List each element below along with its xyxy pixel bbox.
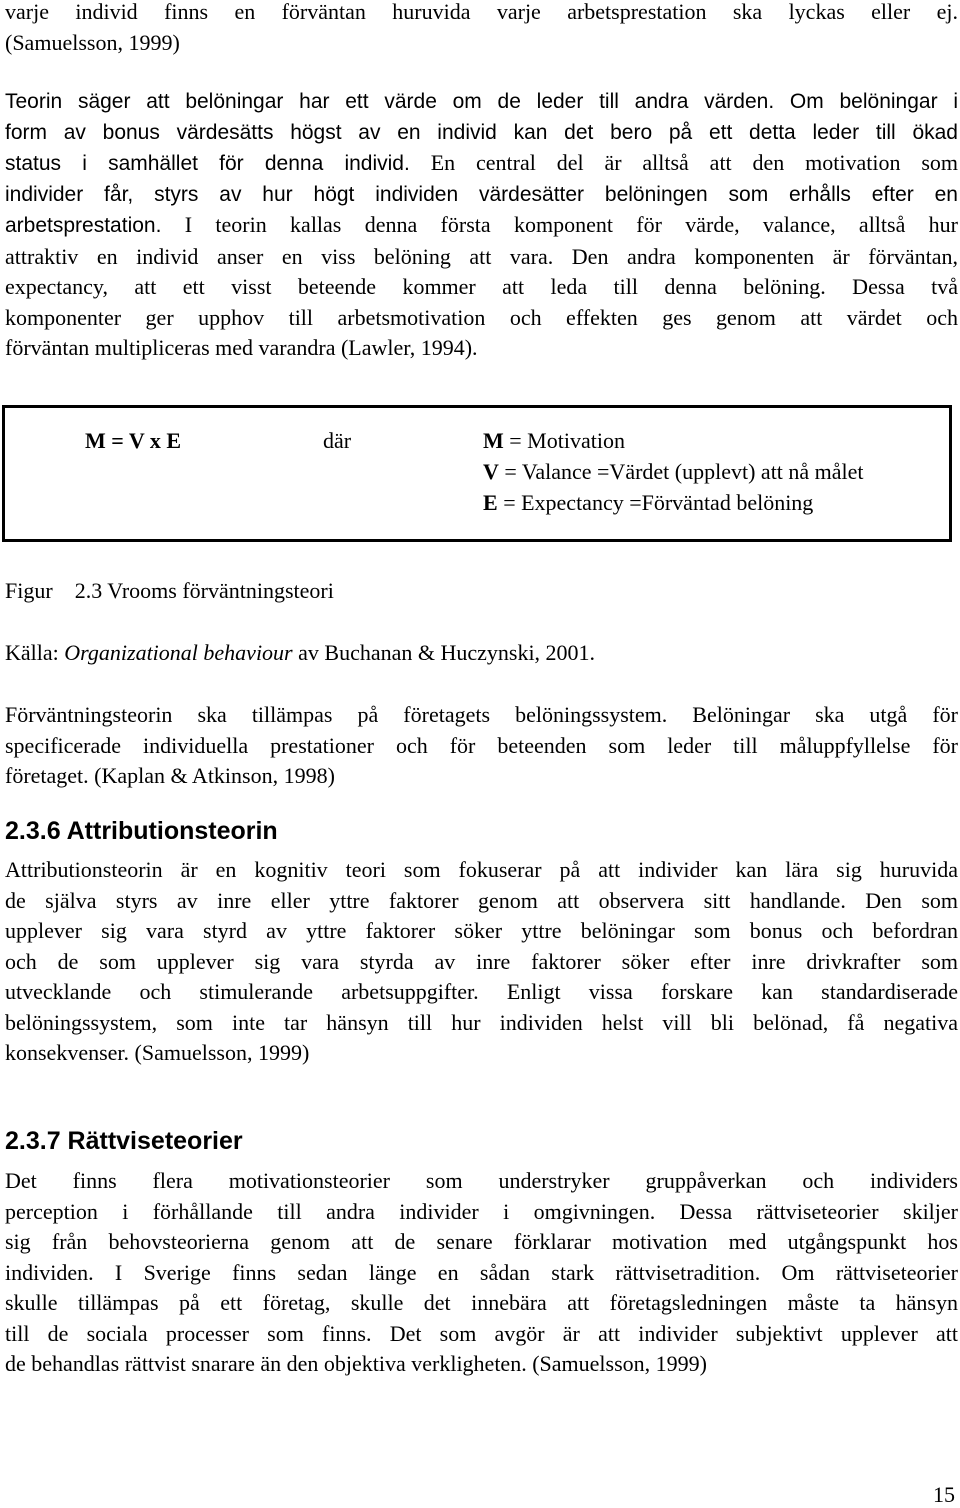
text-segment: I teorin kallas denna första komponent för värde, valance, alltså hur	[184, 212, 958, 237]
text-line: Förväntningsteorin ska tillämpas på företagets belöningssystem. Belöningar ska utgå för	[5, 702, 958, 727]
text-line: (Samuelsson, 1999)	[5, 29, 180, 55]
text-line: de behandlas rättvist snarare än den objektiva verkligheten. (Samuelsson, 1999)	[5, 1351, 707, 1376]
formula-where: där	[323, 428, 352, 453]
text-line: Det finns flera motivationsteorier som understryker gruppåverkan och individers	[5, 1168, 958, 1193]
text-line: skulle tillämpas på ett företag, skulle det innebära att företagsledningen måste ta hänsyn	[5, 1290, 958, 1315]
text-line: form av bonus värdesätts högst av en individ kan det bero på ett detta leder till ökad	[5, 120, 958, 144]
formula-equation: M = V x E	[85, 428, 182, 453]
paragraph-attribution	[5, 855, 958, 1069]
formula-definition-m: M = Motivation	[483, 428, 625, 453]
text-line: till de sociala processer som finns. Det som avgör är att individer subjektivt upplever att	[5, 1320, 958, 1346]
paragraph-application	[5, 700, 958, 792]
paragraph-intro	[5, 0, 958, 58]
text-line: specificerade individuella prestationer och för beteenden som leder till måluppfyllelse för	[5, 732, 958, 758]
text-line: perception i förhållande till andra individer i omgivningen. Dessa rättviseteorier skiljer	[5, 1198, 958, 1224]
text-segment: status i samhället för denna individ.	[5, 152, 410, 175]
section-heading-equity: 2.3.7 Rättviseteorier	[5, 1127, 243, 1155]
source-suffix: av Buchanan & Huczynski, 2001.	[292, 640, 596, 665]
text-line: attraktiv en individ anser en viss belöning att vara. Den andra komponenten är förväntan,	[5, 243, 958, 269]
figure-caption	[5, 578, 334, 604]
text-line: företaget. (Kaplan & Atkinson, 1998)	[5, 763, 335, 788]
figure-title: 2.3 Vrooms förväntningsteori	[74, 578, 334, 603]
text-line-mixed	[5, 210, 958, 242]
text-line: Teorin säger att belöningar har ett värde om de leder till andra värden. Om belöningar i	[5, 90, 958, 113]
figure-label: Figur	[5, 578, 53, 603]
formula-definition-v: V = Valance =Värdet (upplevt) att nå målet	[483, 459, 864, 484]
source-title: Organizational behaviour	[64, 640, 293, 665]
text-line: individen. I Sverige finns sedan länge en sådan stark rättvisetradition. Om rättviseteorier	[5, 1259, 958, 1285]
text-segment: En central del är alltså att den motivation som	[430, 150, 958, 175]
text-line: de själva styrs av inre eller yttre faktorer genom att observera sitt handlande. Den som	[5, 887, 958, 913]
text-line: Attributionsteorin är en kognitiv teori som fokuserar på att individer kan lära sig huruvida	[5, 857, 958, 882]
section-heading-attribution: 2.3.6 Attributionsteorin	[5, 817, 278, 845]
text-line: upplever sig vara styrd av yttre faktorer söker yttre belöningar som bonus och befordran	[5, 918, 958, 943]
text-line: komponenter ger upphov till arbetsmotivation och effekten ges genom att värdet och	[5, 304, 958, 330]
source-prefix: Källa:	[5, 640, 65, 665]
text-line: konsekvenser. (Samuelsson, 1999)	[5, 1040, 310, 1065]
text-line: individer får, styrs av hur högt individen värdesätter belöningen som erhålls efter en	[5, 182, 958, 206]
text-line-mixed	[5, 148, 958, 180]
page-number: 15	[933, 1482, 955, 1507]
paragraph-theory	[5, 87, 958, 364]
figure-source	[5, 640, 595, 666]
formula-box	[2, 405, 952, 542]
text-line: expectancy, att ett visst beteende kommer att leda till denna belöning. Dessa två	[5, 274, 958, 299]
text-line: utvecklande och stimulerande arbetsuppgifter. Enligt vissa forskare kan standardiserade	[5, 979, 958, 1004]
text-line: sig från behovsteorierna genom att de senare förklarar motivation med utgångspunkt hos	[5, 1229, 958, 1254]
text-line: belöningssystem, som inte tar hänsyn till hur individen helst vill bli belönad, få negativa	[5, 1009, 958, 1035]
text-line: och de som upplever sig vara styrda av inre faktorer söker efter inre drivkrafter som	[5, 948, 958, 974]
text-line: förväntan multipliceras med varandra (Lawler, 1994).	[5, 335, 478, 360]
text-line: varje individ finns en förväntan huruvida varje arbetsprestation ska lyckas eller ej.	[5, 0, 958, 24]
formula-definition-e: E = Expectancy =Förväntad belöning	[483, 490, 814, 515]
text-segment: arbetsprestation.	[5, 214, 162, 237]
paragraph-equity	[5, 1166, 958, 1380]
